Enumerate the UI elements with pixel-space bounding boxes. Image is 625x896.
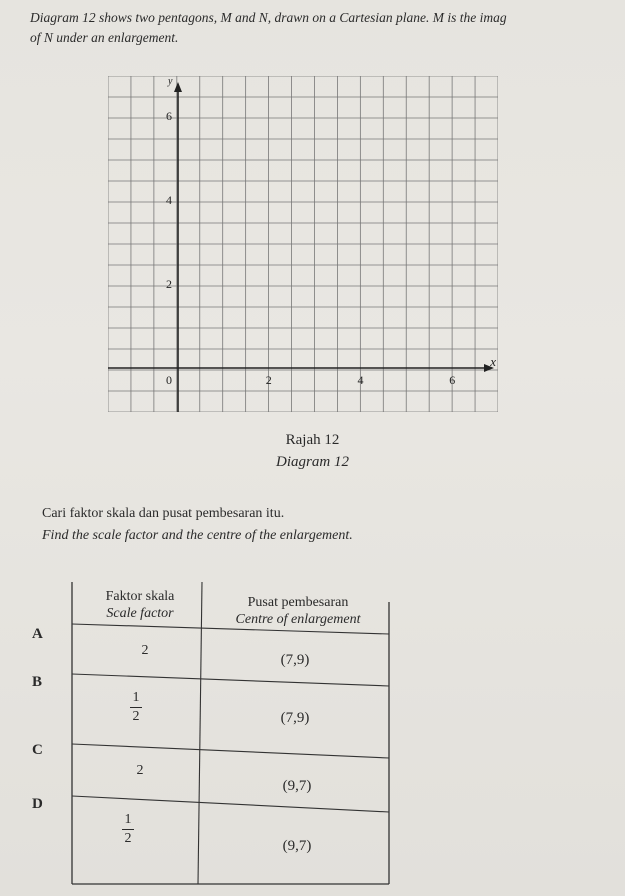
row-d-centre: (9,7) xyxy=(282,838,312,854)
row-c-centre: (9,7) xyxy=(282,778,312,794)
question-en: Find the scale factor and the centre of the enlargement. xyxy=(42,528,353,543)
header-centre xyxy=(208,594,388,628)
caption-ms: Rajah 12 xyxy=(285,432,340,448)
x-tick-label: 0 xyxy=(166,373,172,387)
header-centre-ms: Pusat pembesaran xyxy=(247,595,349,610)
question-ms: Cari faktor skala dan pusat pembesaran itu. xyxy=(42,506,285,521)
axis-y-label: y xyxy=(168,76,173,87)
answer-table xyxy=(70,580,392,886)
grid-lines xyxy=(108,76,498,412)
fraction-bar xyxy=(130,707,142,708)
tick-labels xyxy=(160,76,498,387)
row-b-centre: (7,9) xyxy=(280,710,310,726)
intro-line-1: Diagram 12 shows two pentagons, M and N, drawn on a Cartesian plane. M is the imag xyxy=(30,10,507,25)
option-b-letter[interactable]: B xyxy=(32,674,43,690)
row-a-centre: (7,9) xyxy=(280,652,310,668)
y-tick-label: 4 xyxy=(166,193,172,207)
row-d-scale-denominator: 2 xyxy=(124,831,132,846)
cartesian-plane xyxy=(108,76,498,412)
option-c-letter[interactable]: C xyxy=(32,742,43,758)
row-a-scale: 2 xyxy=(141,643,149,658)
axis-x-label: x xyxy=(490,354,496,369)
axes xyxy=(108,82,494,412)
header-scale-factor-ms: Faktor skala xyxy=(105,589,175,604)
row-b-scale-fraction xyxy=(130,690,142,725)
option-a-letter[interactable]: A xyxy=(32,626,43,642)
intro-text xyxy=(30,8,620,48)
header-centre-en: Centre of enlargement xyxy=(235,612,361,627)
row-b-scale-denominator: 2 xyxy=(132,709,140,724)
row-b-scale-numerator: 1 xyxy=(132,690,140,705)
grid-svg xyxy=(108,76,498,412)
header-scale-factor xyxy=(90,588,190,622)
x-tick-label: 2 xyxy=(265,373,272,387)
row-c-scale: 2 xyxy=(136,763,144,778)
row-d-scale-fraction xyxy=(122,812,134,847)
y-tick-label: 6 xyxy=(166,109,172,123)
x-tick-label: 6 xyxy=(449,373,456,387)
intro-line-2: of N under an enlargement. xyxy=(30,30,179,45)
y-axis-arrow xyxy=(174,82,182,92)
header-scale-factor-en: Scale factor xyxy=(106,606,174,621)
option-d-letter[interactable]: D xyxy=(32,796,43,812)
caption-en: Diagram 12 xyxy=(276,454,349,470)
row-d-scale-numerator: 1 xyxy=(124,812,132,827)
fraction-bar xyxy=(122,829,134,830)
y-tick-label: 2 xyxy=(166,277,172,291)
x-tick-label: 4 xyxy=(357,373,364,387)
